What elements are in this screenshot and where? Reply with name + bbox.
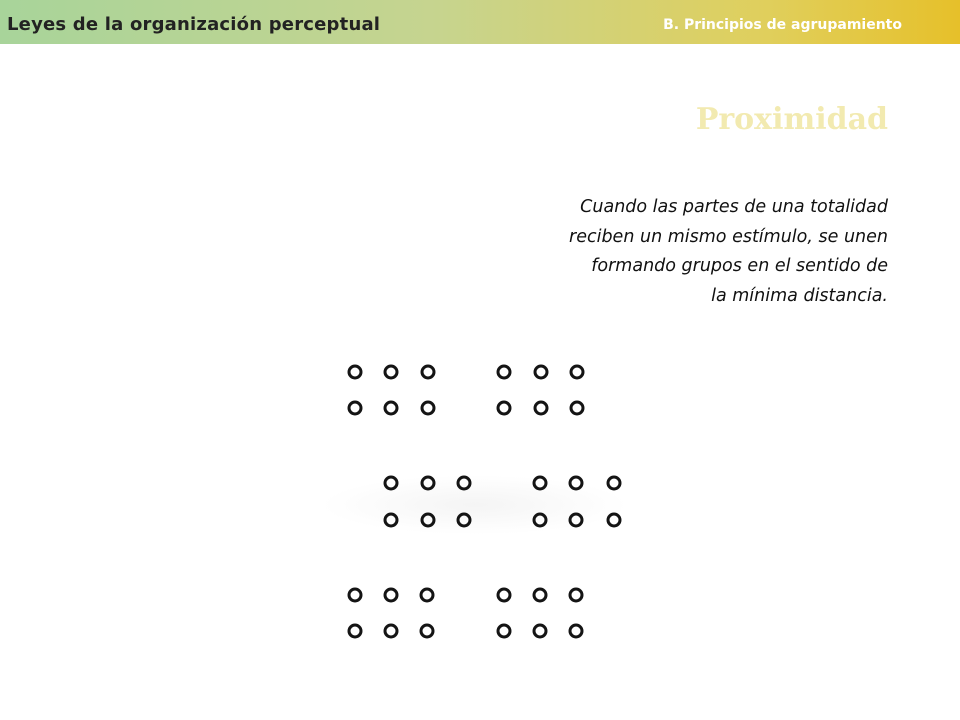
circle-dot-icon: [421, 401, 436, 416]
circle-dot-icon: [457, 476, 472, 491]
circle-dot-icon: [420, 588, 435, 603]
circle-dot-icon: [607, 513, 622, 528]
circle-dot-icon: [607, 476, 622, 491]
circle-dot-icon: [497, 588, 512, 603]
circle-dot-icon: [534, 401, 549, 416]
circle-dot-icon: [348, 401, 363, 416]
figure-shading: [320, 475, 630, 535]
circle-dot-icon: [497, 365, 512, 380]
definition-line: reciben un mismo estímulo, se unen: [569, 226, 888, 247]
circle-dot-icon: [384, 401, 399, 416]
circle-dot-icon: [421, 513, 436, 528]
circle-dot-icon: [570, 365, 585, 380]
circle-dot-icon: [384, 624, 399, 639]
circle-dot-icon: [420, 624, 435, 639]
circle-dot-icon: [384, 365, 399, 380]
page-title: Proximidad: [695, 102, 888, 137]
circle-dot-icon: [533, 476, 548, 491]
definition-line: la mínima distancia.: [711, 285, 888, 306]
circle-dot-icon: [569, 513, 584, 528]
circle-dot-icon: [569, 476, 584, 491]
circle-dot-icon: [534, 365, 549, 380]
circle-dot-icon: [384, 588, 399, 603]
proximity-dot-figure: [316, 345, 646, 665]
circle-dot-icon: [569, 624, 584, 639]
circle-dot-icon: [533, 588, 548, 603]
circle-dot-icon: [497, 624, 512, 639]
definition-line: Cuando las partes de una totalidad: [580, 197, 888, 217]
circle-dot-icon: [348, 624, 363, 639]
definition-line: formando grupos en el sentido de: [591, 256, 888, 276]
circle-dot-icon: [497, 401, 512, 416]
circle-dot-icon: [421, 365, 436, 380]
circle-dot-icon: [384, 476, 399, 491]
definition-text: [468, 193, 888, 311]
circle-dot-icon: [457, 513, 472, 528]
header-section-label: B. Principios de agrupamiento: [663, 17, 902, 33]
circle-dot-icon: [348, 365, 363, 380]
circle-dot-icon: [533, 513, 548, 528]
circle-dot-icon: [421, 476, 436, 491]
circle-dot-icon: [533, 624, 548, 639]
header-bar: [0, 0, 960, 44]
circle-dot-icon: [384, 513, 399, 528]
circle-dot-icon: [348, 588, 363, 603]
circle-dot-icon: [570, 401, 585, 416]
header-title: Leyes de la organización perceptual: [7, 14, 381, 35]
circle-dot-icon: [569, 588, 584, 603]
